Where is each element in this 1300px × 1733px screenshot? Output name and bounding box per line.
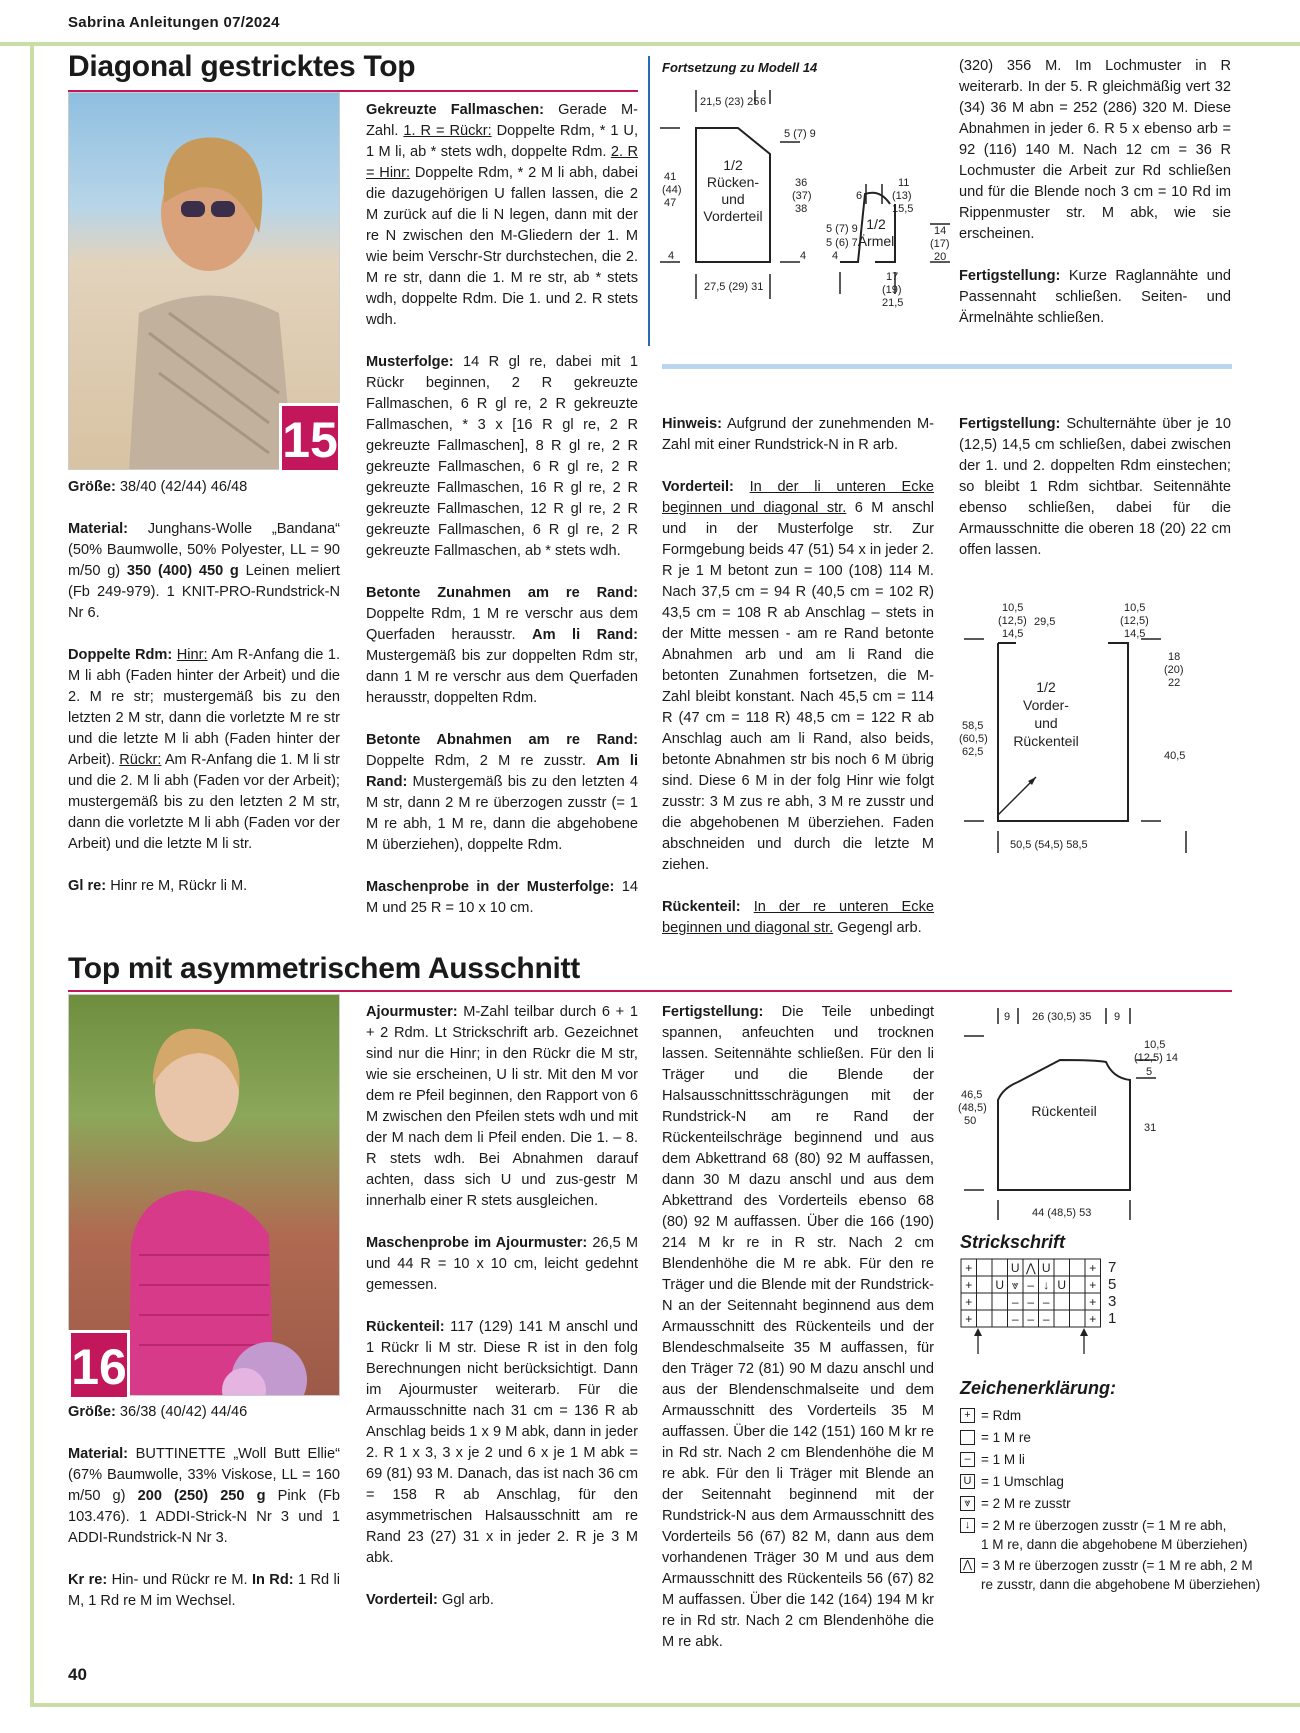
- d14-right2: (37): [792, 190, 812, 202]
- d14-left3: 47: [664, 197, 677, 209]
- d15-l3: 62,5: [962, 746, 984, 758]
- chart-symbol: U: [1010, 1261, 1020, 1275]
- legend-text-line2: re zusstr, dann die abgehobene M überziehen): [981, 1577, 1261, 1592]
- d14-armlabel1: 1/2: [866, 216, 886, 232]
- d16-l2: (48,5): [958, 1102, 987, 1114]
- d14-b4b: 4: [800, 250, 807, 262]
- chart-symbol: ⋀: [1025, 1261, 1036, 1275]
- chart-cell: [977, 1276, 993, 1293]
- chart-cell: [1070, 1293, 1086, 1310]
- chart-cell: [1070, 1276, 1086, 1293]
- continuation-bottom-bar: [662, 364, 1232, 369]
- d14-label2: Rücken-: [706, 174, 760, 190]
- d16-r2: (12,5) 14: [1134, 1052, 1179, 1064]
- d16-r1: 10,5: [1144, 1039, 1166, 1051]
- d15-r1: 18: [1168, 651, 1181, 663]
- d16-b: 44 (48,5) 53: [1032, 1207, 1092, 1219]
- d15-lab2: Vorder-: [1023, 697, 1069, 713]
- d14-arma: 5 (7) 9: [826, 223, 858, 235]
- legend-symbol: +: [960, 1408, 975, 1423]
- chart-symbol: +: [965, 1295, 973, 1309]
- legend-item: [960, 1450, 1025, 1469]
- chart-symbol: –: [1042, 1312, 1050, 1326]
- page-border-top: [0, 42, 1300, 46]
- d15-r2: (20): [1164, 664, 1184, 676]
- chart-symbol: –: [1042, 1295, 1050, 1309]
- page-number: 40: [68, 1665, 87, 1684]
- chart-cell: [977, 1310, 993, 1327]
- back-outline: [998, 1060, 1130, 1190]
- chart-symbol: –: [1011, 1295, 1019, 1309]
- top1-title: Diagonal gestricktes Top: [68, 50, 416, 83]
- d14-left2: (44): [662, 184, 682, 196]
- legend-item: [960, 1406, 1021, 1425]
- legend-item: [960, 1556, 1260, 1594]
- d14-label4: Vorderteil: [703, 208, 763, 224]
- strickschrift-chart: [960, 1258, 1140, 1368]
- chart-cell: [992, 1310, 1008, 1327]
- legend-symbol: U: [960, 1474, 975, 1489]
- d14-arm6: 6: [856, 190, 863, 202]
- d14-right1: 36: [795, 177, 808, 189]
- d15-r3: 22: [1168, 677, 1181, 689]
- chart-symbol: +: [1089, 1295, 1097, 1309]
- legend-symbol: –: [960, 1452, 975, 1467]
- d14-armb2: (19): [882, 284, 902, 296]
- chart-row-3: 3: [1108, 1293, 1117, 1310]
- d15-tm: 29,5: [1034, 616, 1056, 628]
- d15-l1: 58,5: [962, 720, 984, 732]
- d14-armlabel2: Ärmel: [857, 233, 895, 249]
- d15-tr1: 10,5: [1124, 602, 1146, 614]
- chart-cell: [1054, 1293, 1070, 1310]
- legend-text: = 2 M re überzogen zusstr (= 1 M re abh, 1 M re, dann die abgehobene M überziehen): [981, 1518, 1248, 1552]
- chart-symbol: –: [1027, 1295, 1035, 1309]
- d16-t2: 26 (30,5) 35: [1032, 1011, 1092, 1023]
- strickschrift-title: Strickschrift: [960, 1232, 1066, 1252]
- legend-symbol: ⩔: [960, 1496, 975, 1511]
- legend-text: = 2 M re zusstr: [981, 1496, 1071, 1511]
- chart-cell: [1054, 1310, 1070, 1327]
- diagram-modell-16: [958, 1000, 1218, 1220]
- page-border-bottom: [30, 1703, 1300, 1707]
- d14-label3: und: [721, 191, 745, 207]
- chart-symbol: U: [1057, 1278, 1067, 1292]
- chart-symbol: –: [1027, 1278, 1035, 1292]
- chart-cell: [1070, 1310, 1086, 1327]
- chart-cell: [1070, 1259, 1086, 1276]
- d16-label: Rückenteil: [1031, 1103, 1097, 1119]
- d16-l3: 50: [964, 1115, 977, 1127]
- top1-column-2: Gekreuzte Fallmaschen: Gerade M-Zahl. 1. R = Rückr: Doppelte Rdm, * 1 U, 1 M li, ab * stets wdh, doppelte Rdm. 2. R = Hinr: Doppelte Rdm, * 2 M li abh, dabei die dazugehörigen U fallen lassen, die 2 M zurück auf die li N legen, dann mit der re N zwischen den M-Gliedern der 1. M wie beim Verschr-Str durchstechen, die 2. M re str, dann die 1. M re str, ab * stets wdh, doppelte Rdm. Die 1. und 2. R stets wdh. Musterfolge: 14 R gl re, dabei mit 1 Rückr beginnen, 2 R gekreuzte Fallmaschen, 6 R gl re, 2 R gekreuzte Fallmaschen, * 3 x [16 R gl re, 2 R gekreuzte Fallmaschen], 8 R gl re, 2 R gekreuzte Fallmaschen, 6 R gl re, 2 R gekreuzte Fallmaschen, 16 R gl re, 2 R gekreuzte Fallmaschen, 12 R gl re, 2 R gekreuzte Fallmaschen, 6 R gl re, 2 R gekreuzte Fallmaschen, ab * stets wdh. Betonte Zunahmen am re Rand: Doppelte Rdm, 1 M re verschr aus dem Querfaden herausstr. Am li Rand: Mustergemäß bis zur doppelten Rdm str, dann 1 M re verschr aus dem Querfaden herausstr, doppelten Rdm. Betonte Abnahmen am re Rand: Doppelte Rdm, 2 M re zusstr. Am li Rand: Mustergemäß bis zu den letzten 4 M str, dann 2 M re überzogen zusstr (= 1 M re abh, 1 M re, dann die abgehobene M überziehen), doppelte Rdm. Maschenprobe in der Musterfolge: 14 M und 25 R = 10 x 10 cm.: [366, 102, 639, 916]
- chart-symbol: ↓: [1043, 1278, 1050, 1292]
- d14-armr1: 11: [898, 177, 910, 189]
- d14-armr3: 15,5: [892, 203, 914, 215]
- model-number-badge: 15: [279, 403, 341, 473]
- magazine-header: Sabrina Anleitungen 07/2024: [68, 14, 280, 31]
- chart-row-7: 7: [1108, 1259, 1117, 1276]
- d16-r3: 5: [1146, 1066, 1153, 1078]
- d14-right3: 38: [795, 203, 808, 215]
- legend-title: Zeichenerklärung:: [960, 1378, 1117, 1398]
- d16-rr: 31: [1144, 1122, 1157, 1134]
- diagram-modell-14: [660, 84, 950, 314]
- chart-symbol: U: [1041, 1261, 1051, 1275]
- d14-armc: 4: [832, 250, 839, 262]
- d14-armb3: 21,5: [882, 297, 904, 309]
- chart-cell: [992, 1259, 1008, 1276]
- d15-rr: 40,5: [1164, 750, 1186, 762]
- top2-column-3: Fertigstellung: Die Teile unbedingt spannen, anfeuchten und trocknen lassen. Seitennähte schließen. Für den li Träger und die Blende der Halsausschnittsschrägungen mit der Rundstrick-N am re Rand der Rückenteilschräge beginnend und aus dem Abkettrand 68 (80) 92 M auffassen, dann 30 M dazu anschl und aus dem Abkettrand des Vorderteils ebenso 68 (80) 92 M auffassen. Über die 166 (190) 214 M kr re in R str. Nach 2 cm Blendenhöhe die M re abk. Für den re Träger und die Blende mit der Rundstrick-N an der Seitennaht beginnend aus dem Armausschnitt des Rückenteils und der Blendeschmalseite 35 M auffassen, für den Träger 72 (81) 90 M dazu anschl und aus der Blendenschmalseite und dem Armausschnitt des Vorderteils 35 M auffassen. Über die 142 (151) 160 M kr re in Rd str. Nach 2 cm Blendenhöhe die M re abk. Für den li Träger mit Blende an der Seitennaht beginnend mit der Rundstrick-N aus dem Armausschnitt des Vorderteils 56 (67) 82 M, dann aus dem vorhandenen Träger 30 M und aus dem Armausschnitt des Rückenteils 56 (67) 82 M auffassen. Über die 142 (164) 194 M kr re in Rd str. Nach 2 cm Blendenhöhe die M re abk.: [662, 1004, 934, 1650]
- d15-tl1: 10,5: [1002, 602, 1024, 614]
- top1-column-3: Hinweis: Aufgrund der zunehmenden M-Zahl mit einer Rundstrick-N in R arb. Vorderteil: In der li unteren Ecke beginnen und diagonal str. 6 M anschl und in der Musterfolge str. Zur Formgebung beids 47 (51) 54 x in jeder 2. R je 1 M betont zun = 100 (108) 114 M. Nach 37,5 cm = 94 R (40,5 cm = 102 R) 43,5 cm = 108 R ab Anschlag – stets in der Mitte messen - am re Rand betonte Abnahmen arb und am li Rand die betonten Zunahmen fortsetzen, die M-Zahl bleibt konstant. Nach 45,5 cm = 114 R (47 cm = 118 R) 48,5 cm = 122 R ab Anschlag auch am li Rand, also beids, betonte Abnahmen str bis noch 6 M übrig sind. Diese 6 M in der folg Hinr wie folgt zusstr: 3 M zus re abh, 3 M re zusstr und die abgehobenen M überziehen. Faden abschneiden und durch die letzte M ziehen. Rückenteil: In der re unteren Ecke beginnen und diagonal str. Gegengl arb.: [662, 416, 934, 936]
- top2-column-1: Größe: 36/38 (40/42) 44/46 Material: BUTTINETTE „Woll Butt Ellie“ (67% Baumwolle, 33% Viskose, LL = 160 m/50 g) 200 (250) 250 g Pink (Fb 103.476). 1 ADDI-Strick-N Nr 3 und 1 ADDI-Rundstrick-N Nr 3. Kr re: Hin- und Rückr re M. In Rd: 1 Rd li M, 1 Rd re M im Wechsel.: [68, 1404, 341, 1609]
- top2-title: Top mit asymmetrischem Ausschnitt: [68, 952, 580, 985]
- legend-symbol: [960, 1430, 975, 1445]
- chart-cell: [977, 1259, 993, 1276]
- legend-text: = 1 Umschlag: [981, 1474, 1064, 1489]
- chart-symbol: –: [1027, 1312, 1035, 1326]
- chart-symbol: +: [965, 1278, 973, 1292]
- d14-armb: 5 (6) 7: [826, 237, 858, 249]
- d14-armb1: 17: [886, 271, 899, 283]
- d14-shoulder: 5 (7) 9: [784, 128, 816, 140]
- chart-symbol: U: [995, 1278, 1005, 1292]
- d15-tr3: 14,5: [1124, 628, 1146, 640]
- d15-tl3: 14,5: [1002, 628, 1024, 640]
- d15-l2: (60,5): [959, 733, 988, 745]
- d14-top: 21,5 (23) 25: [700, 96, 760, 108]
- d14-top2: 6: [760, 96, 767, 108]
- model-number-badge-2: 16: [68, 1330, 130, 1400]
- d16-t1: 9: [1004, 1011, 1011, 1023]
- chart-symbol: ⩔: [1011, 1278, 1019, 1292]
- fortsetzung-title: Fortsetzung zu Modell 14: [662, 60, 818, 75]
- continuation-divider: [648, 56, 650, 346]
- chart-symbol: +: [1089, 1261, 1097, 1275]
- d15-lab1: 1/2: [1036, 679, 1056, 695]
- legend-text-line2: 1 M re, dann die abgehobene M überziehen): [981, 1537, 1248, 1552]
- legend-symbol: ↓: [960, 1518, 975, 1533]
- body-outline-15: [998, 643, 1128, 821]
- legend-item: [960, 1428, 1031, 1447]
- legend-text: = 1 M li: [981, 1452, 1025, 1467]
- legend-item: [960, 1494, 1071, 1513]
- legend-text: = 1 M re: [981, 1430, 1031, 1445]
- top2-column-2: Ajourmuster: M-Zahl teilbar durch 6 + 1 + 2 Rdm. Lt Strickschrift arb. Gezeichnet sind nur die Hinr; in den Rückr die M str, wie sie erscheinen, U li str. Mit den M vor dem re Pfeil beginnen, den Rapport von 6 M zwischen den Pfeilen stets wdh und mit der M nach dem li Pfeil enden. Die 1. – 8. R stets wdh. Bei Abnahmen darauf achten, dass sich U und zus-gestr M innerhalb einer R stets ausgleichen. Maschenprobe im Ajourmuster: 26,5 M und 44 R = 10 x 10 cm, leicht gedehnt gemessen. Rückenteil: 117 (129) 141 M anschl und 1 Rückr li M str. Diese R ist in den folg Berechnungen nicht berücksichtigt. Dann im Ajourmuster weiterarb. Für die Armausschnitte nach 31 cm = 136 R ab Anschlag beids 1 x 9 M abk, dann in jeder 2. R 1 x 3, 3 x je 2 und 6 x je 1 M abk = 69 (81) 93 M. Danach, das ist nach 36 cm = 158 R ab Anschlag, für den asymmetrischen Halsausschnitt am re Rand 23 (27) 31 x in jeder 2. R je 3 M abk. Vorderteil: Ggl arb.: [366, 1004, 638, 1608]
- page-border-left: [30, 42, 34, 1707]
- d15-tr2: (12,5): [1120, 615, 1149, 627]
- legend-item: [960, 1472, 1064, 1491]
- d14-armd3: 20: [934, 251, 947, 263]
- d15-lab3: und: [1034, 715, 1058, 731]
- chart-row-5: 5: [1108, 1276, 1117, 1293]
- top2-title-rule: [68, 990, 1232, 992]
- chart-symbol: +: [1089, 1278, 1097, 1292]
- d16-t3: 9: [1114, 1011, 1121, 1023]
- d14-armr2: (13): [892, 190, 912, 202]
- chart-symbol: –: [1011, 1312, 1019, 1326]
- d16-l1: 46,5: [961, 1089, 983, 1101]
- chart-symbol: +: [965, 1261, 973, 1275]
- continuation-column: (320) 356 M. Im Lochmuster in R weiterarb. In der 5. R gleichmäßig vert 32 (34) 36 M abn = 252 (286) 320 M. Diese Abnahmen in jeder 6. R 5 x ebenso arb = 92 (116) 140 M. Nach 12 cm = 36 R Lochmuster die Arbeit zur Rd schließen und für die Blende noch 3 cm = 10 Rd im Rippenmuster str. M abk, wie sie erscheinen. Fertigstellung: Kurze Raglannähte und Passennaht schließen. Seiten- und Ärmelnähte schließen.: [959, 58, 1231, 326]
- chart-cell: [977, 1293, 993, 1310]
- d14-armd2: (17): [930, 238, 950, 250]
- d15-lab4: Rückenteil: [1013, 733, 1079, 749]
- d14-label1: 1/2: [723, 157, 743, 173]
- d14-bottom: 27,5 (29) 31: [704, 281, 764, 293]
- diagram-modell-15: [958, 595, 1218, 855]
- legend-symbol: ⋀: [960, 1558, 975, 1573]
- chart-cell: [992, 1293, 1008, 1310]
- d14-b4a: 4: [668, 250, 675, 262]
- legend-text: = Rdm: [981, 1408, 1022, 1423]
- chart-cell: [1054, 1259, 1070, 1276]
- d14-left1: 41: [664, 171, 677, 183]
- d15-b: 50,5 (54,5) 58,5: [1010, 839, 1088, 851]
- d15-tl2: (12,5): [998, 615, 1027, 627]
- legend-text: = 3 M re überzogen zusstr (= 1 M re abh, 2 M re zusstr, dann die abgehobene M überziehen): [981, 1558, 1261, 1592]
- chart-symbol: +: [965, 1312, 973, 1326]
- top1-column-1: Größe: 38/40 (42/44) 46/48 Material: Junghans-Wolle „Bandana“ (50% Baumwolle, 50% Polyester, LL = 90 m/50 g) 350 (400) 450 g Leinen meliert (Fb 249-979). 1 KNIT-PRO-Rundstrick-N Nr 6. Doppelte Rdm: Hinr: Am R-Anfang die 1. M li abh (Faden hinter der Arbeit) und die 2. M re str; mustergemäß bis zu den letzten 2 M str, dann die vorletzte M re str und die letzte M li abh (Faden hinter der Arbeit). Rückr: Am R-Anfang die 1. M li str und die 2. M li abh (Faden vor der Arbeit); mustergemäß bis zu den letzten 2 M str, dann die vorletzte M li abh (Faden vor der Arbeit) und die letzte M li str. Gl re: Hinr re M, Rückr li M.: [68, 479, 341, 894]
- top1-column-4: Fertigstellung: Schulternähte über je 10 (12,5) 14,5 cm schließen, dabei zwischen der 1. und 2. doppelten Rdm einstechen; so bleibt 1 Rdm sichtbar. Seitennähte ebenso schließen, dabei für die Armausschnitte die oberen 18 (20) 22 cm offen lassen.: [959, 416, 1231, 558]
- legend-item: [960, 1516, 1247, 1554]
- chart-symbol: +: [1089, 1312, 1097, 1326]
- chart-row-1: 1: [1108, 1310, 1117, 1327]
- d14-armd1: 14: [934, 225, 947, 237]
